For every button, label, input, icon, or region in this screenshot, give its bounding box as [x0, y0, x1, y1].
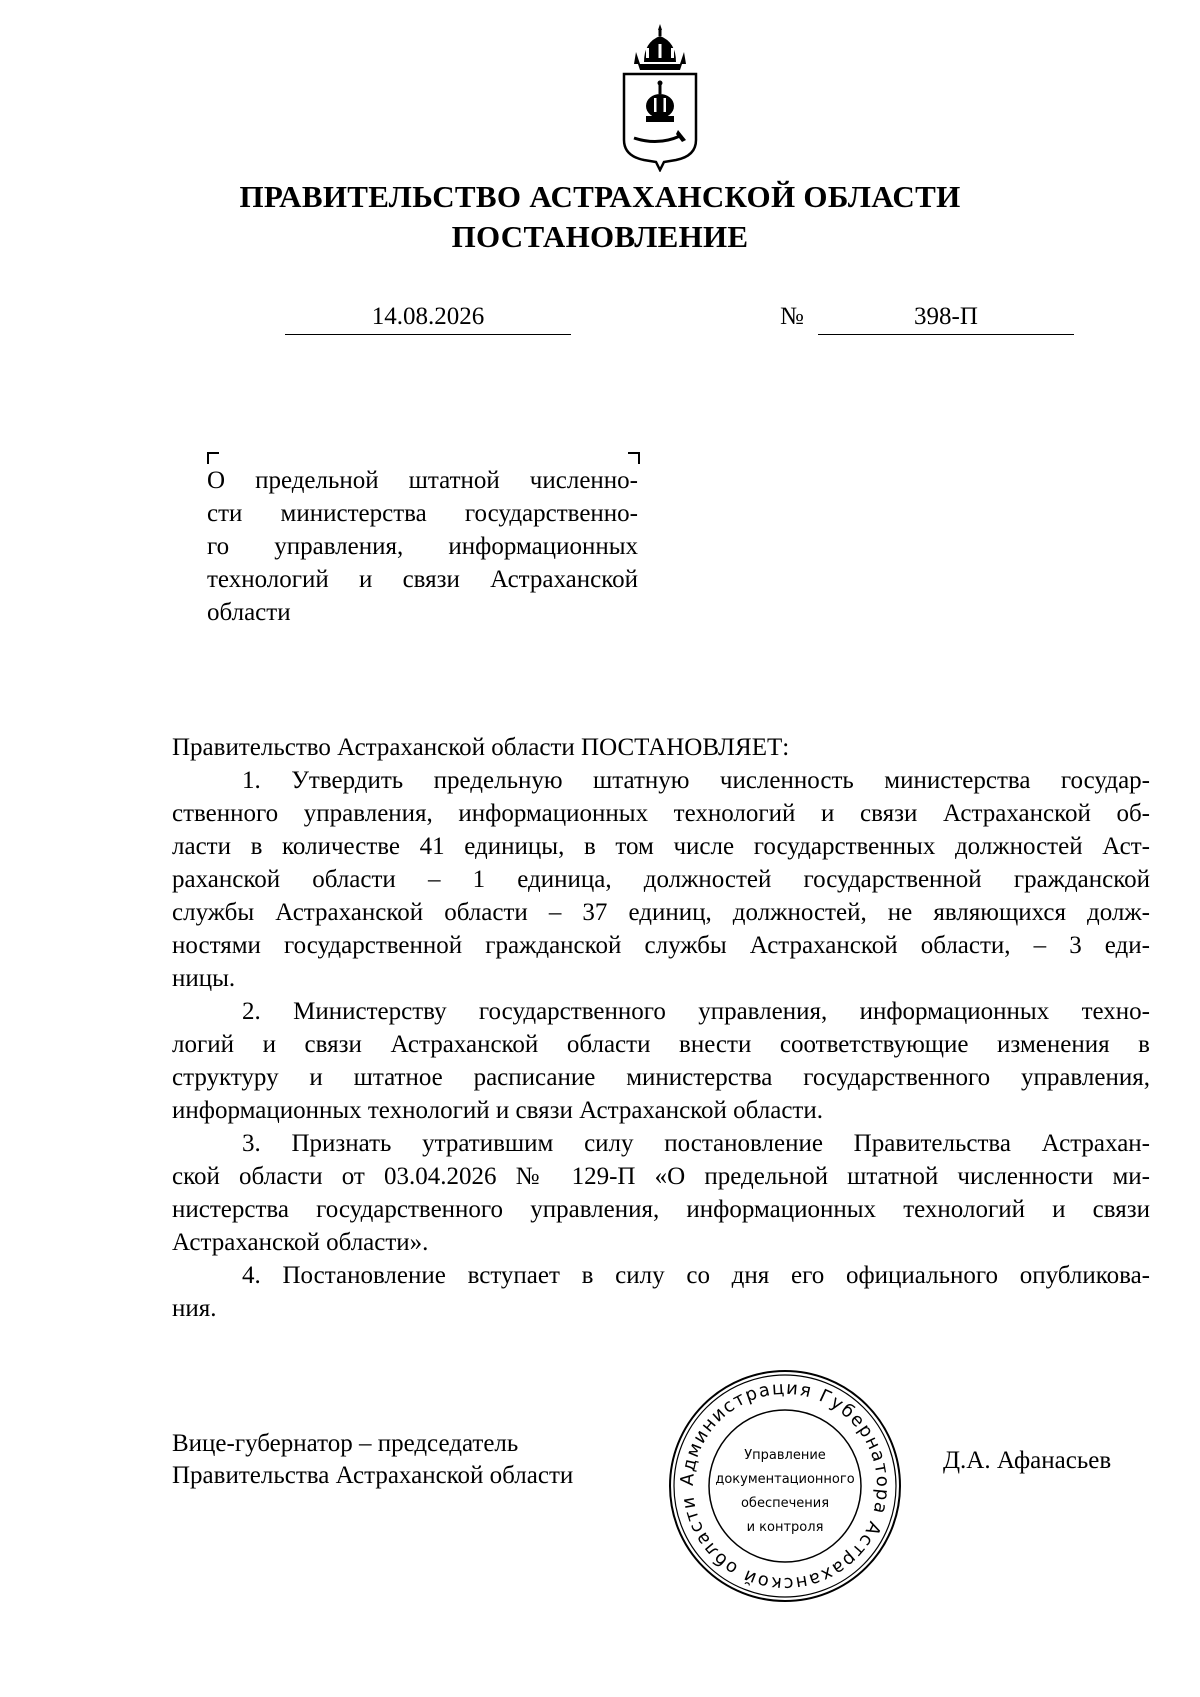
body-line: логий и связи Астраханской области внести соответствующие изменения в — [172, 1031, 1150, 1058]
body-line: ностями государственной гражданской службы Астраханской области, – 3 еди- — [172, 932, 1150, 959]
body-line: ния. — [172, 1295, 217, 1322]
subject-line: О предельной штатной численно- — [207, 467, 638, 494]
stamp-center-line: и контроля — [746, 1520, 824, 1535]
body-line: Астраханской области». — [172, 1229, 429, 1256]
body-line: 1. Утвердить предельную штатную численность министерства государ- — [242, 767, 1150, 794]
subject-corner-left — [207, 452, 219, 464]
body-line: ласти в количестве 41 единицы, в том числе государственных должностей Аст- — [172, 833, 1150, 860]
astrakhan-coat-of-arms-icon — [614, 22, 706, 172]
signatory-position — [172, 1428, 573, 1492]
subject-corner-right — [628, 452, 640, 464]
body-line: 2. Министерству государственного управления, информационных техно- — [242, 998, 1150, 1025]
document-number: 398-П — [818, 300, 1074, 335]
position-line: Вице-губернатор – председатель — [172, 1430, 519, 1457]
paragraph-2 — [172, 995, 1150, 1127]
preamble: Правительство Астраханской области ПОСТАНОВЛЯЕТ: — [172, 734, 790, 761]
body-line: ственного управления, информационных технологий и связи Астраханской об- — [172, 800, 1150, 827]
body-line: 3. Признать утратившим силу постановление Правительства Астрахан- — [242, 1130, 1150, 1157]
stamp-center-line: Управление — [744, 1448, 826, 1463]
subject-line: го управления, информационных — [207, 533, 638, 560]
body-line: информационных технологий и связи Астраханской области. — [172, 1097, 823, 1124]
paragraph-3 — [172, 1127, 1150, 1259]
signatory-name: Д.А. Афанасьев — [943, 1447, 1112, 1474]
subject-line: сти министерства государственно- — [207, 500, 638, 527]
body-line: раханской области – 1 единица, должностей государственной гражданской — [172, 866, 1150, 893]
body-line: нистерства государственного управления, информационных технологий и связи — [172, 1196, 1150, 1223]
position-line: Правительства Астраханской области — [172, 1462, 574, 1489]
document-type-title: ПОСТАНОВЛЕНИЕ — [451, 219, 749, 254]
stamp-center-line: обеспечения — [740, 1496, 830, 1511]
subject-line: области — [207, 599, 291, 626]
organization-title: ПРАВИТЕЛЬСТВО АСТРАХАНСКОЙ ОБЛАСТИ — [239, 179, 961, 214]
body-line: службы Астраханской области – 37 единиц, должностей, не являющихся долж- — [172, 899, 1150, 926]
paragraph-4 — [172, 1259, 1150, 1325]
body-line: 4. Постановление вступает в силу со дня его официального опубликова- — [242, 1262, 1150, 1289]
document-subject — [207, 464, 638, 629]
document-date: 14.08.2026 — [285, 300, 571, 335]
stamp-ring-text: Администрация Губернатора Астраханской области — [676, 1377, 894, 1595]
paragraph-1 — [172, 764, 1150, 995]
subject-line: технологий и связи Астраханской — [207, 566, 638, 593]
body-line: ской области от 03.04.2026 № 129-П «О предельной штатной численности ми- — [172, 1163, 1150, 1190]
stamp-center-line: документационного — [715, 1472, 855, 1487]
body-line: структуру и штатное расписание министерства государственного управления, — [172, 1064, 1150, 1091]
official-stamp — [665, 1366, 905, 1606]
body-line: ницы. — [172, 965, 236, 992]
document-body — [172, 731, 1150, 1325]
number-sign: № — [780, 303, 804, 330]
